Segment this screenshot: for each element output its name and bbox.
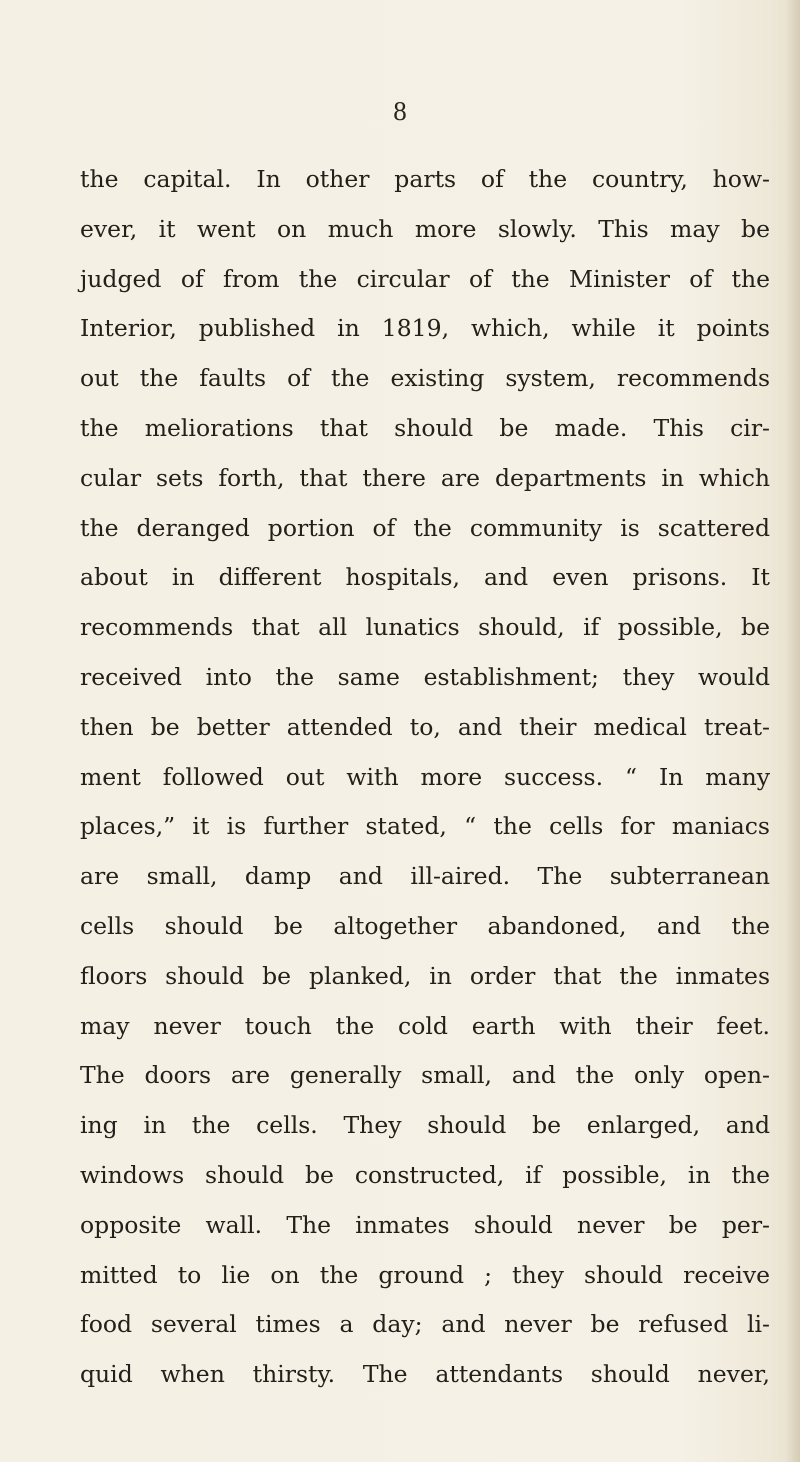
text-line: places,” it is further stated, “ the cells for maniacs: [80, 812, 770, 841]
text-line: the meliorations that should be made. This cir-: [80, 413, 770, 442]
text-line: the deranged portion of the community is scattered: [80, 513, 770, 542]
text-line: ever, it went on much more slowly. This may be: [80, 214, 770, 243]
text-line: quid when thirsty. The attendants should never,: [80, 1360, 770, 1389]
text-line: then be better attended to, and their medical treat-: [80, 712, 770, 741]
text-line: cular sets forth, that there are departments in which: [80, 463, 770, 492]
text-line: Interior, published in 1819, which, while it points: [80, 314, 770, 343]
text-line: food several times a day; and never be refused li-: [80, 1310, 770, 1339]
text-line: received into the same establishment; they would: [80, 662, 770, 691]
text-line: about in different hospitals, and even prisons. It: [80, 563, 770, 592]
text-line: floors should be planked, in order that the inmates: [80, 961, 770, 990]
text-line: are small, damp and ill-aired. The subterranean: [80, 862, 770, 891]
text-line: out the faults of the existing system, recommends: [80, 364, 770, 393]
page-number: 8: [393, 96, 407, 126]
text-line: The doors are generally small, and the only open-: [80, 1061, 770, 1090]
text-line: opposite wall. The inmates should never be per-: [80, 1210, 770, 1239]
text-line: judged of from the circular of the Minister of the: [80, 264, 770, 293]
text-line: mitted to lie on the ground ; they should receive: [80, 1260, 770, 1289]
page-edge-shadow: [786, 0, 800, 1462]
text-line: the capital. In other parts of the country, how-: [80, 165, 770, 193]
text-line: may never touch the cold earth with their feet.: [80, 1011, 770, 1040]
text-line: ment followed out with more success. “ In many: [80, 762, 770, 791]
text-line: cells should be altogether abandoned, and the: [80, 911, 770, 940]
text-line: recommends that all lunatics should, if possible, be: [80, 613, 770, 642]
text-line: ing in the cells. They should be enlarged, and: [80, 1111, 770, 1140]
text-line: windows should be constructed, if possible, in the: [80, 1160, 770, 1189]
body-text: [80, 155, 770, 1400]
